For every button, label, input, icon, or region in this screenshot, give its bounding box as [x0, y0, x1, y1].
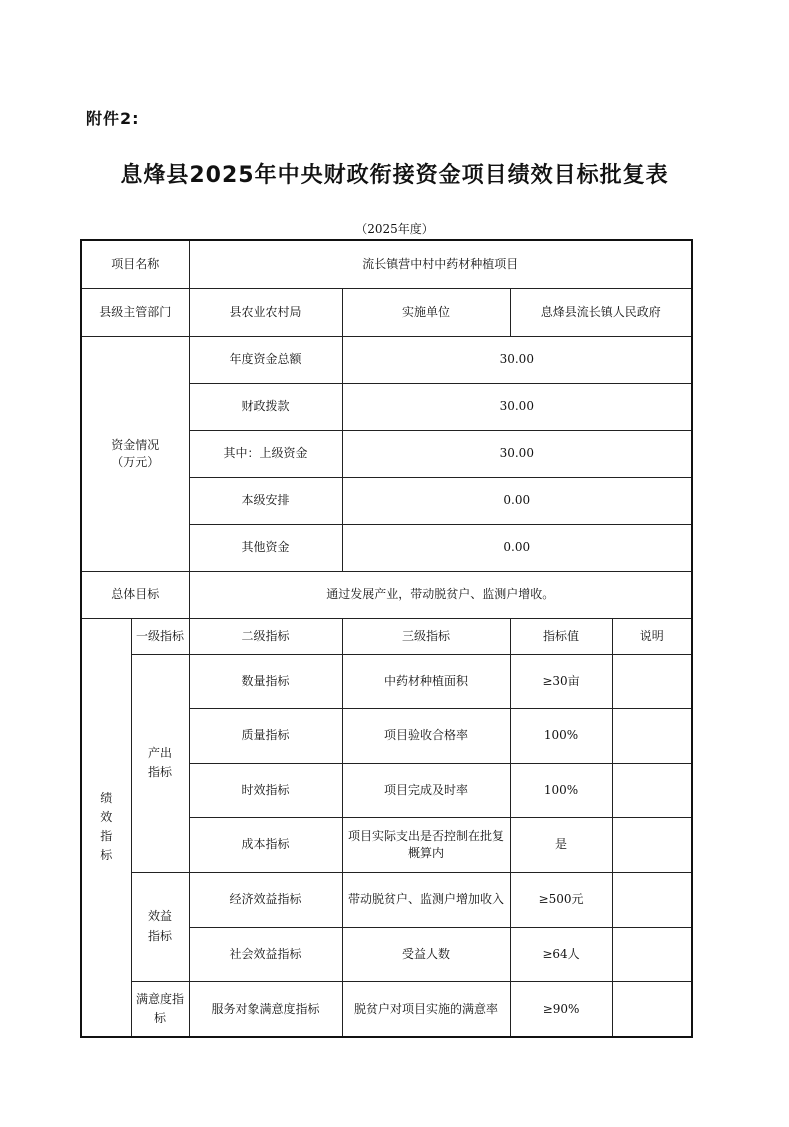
level2-cell: 服务对象满意度指标	[189, 981, 342, 1037]
level2-cell: 质量指标	[189, 708, 342, 763]
funds-label-line1: 资金情况	[111, 438, 160, 453]
year-label: （2025年度）	[355, 222, 434, 236]
value-cell: 100%	[510, 763, 612, 817]
project-name-value: 流长镇营中村中药材种植项目	[189, 240, 692, 288]
satisfaction-label-text: 满意度指标	[135, 991, 184, 1025]
value-cell: 是	[510, 817, 612, 872]
header-level3: 三级指标	[342, 618, 510, 654]
note-cell	[612, 927, 692, 981]
level2-cell: 数量指标	[189, 654, 342, 708]
funds-label	[81, 336, 189, 571]
benefit-label	[131, 872, 189, 981]
note-cell	[612, 817, 692, 872]
row-fund	[81, 336, 692, 383]
dept-value: 县农业农村局	[189, 288, 342, 336]
note-cell	[612, 872, 692, 927]
level3-cell: 项目验收合格率	[342, 708, 510, 763]
unit-value: 息烽县流长镇人民政府	[510, 288, 692, 336]
level2-cell: 成本指标	[189, 817, 342, 872]
page-title: 息烽县2025年中央财政衔接资金项目绩效目标批复表	[120, 163, 669, 188]
value-cell: ≥30亩	[510, 654, 612, 708]
fund-row-value: 0.00	[342, 524, 692, 571]
unit-label: 实施单位	[342, 288, 510, 336]
table-row	[81, 872, 692, 927]
satisfaction-label	[131, 981, 189, 1037]
row-indicator-header	[81, 618, 692, 654]
level3-cell: 项目完成及时率	[342, 763, 510, 817]
fund-row-value: 30.00	[342, 336, 692, 383]
note-cell	[612, 654, 692, 708]
benefit-label-text: 效益指标	[147, 909, 172, 943]
level3-cell: 项目实际支出是否控制在批复概算内	[342, 817, 510, 872]
level2-cell: 社会效益指标	[189, 927, 342, 981]
note-cell	[612, 981, 692, 1037]
fund-row-label: 本级安排	[189, 477, 342, 524]
fund-row-value: 30.00	[342, 430, 692, 477]
performance-table	[80, 239, 693, 1038]
dept-label: 县级主管部门	[81, 288, 189, 336]
level3-cell: 受益人数	[342, 927, 510, 981]
performance-label	[81, 618, 131, 1037]
level2-cell: 时效指标	[189, 763, 342, 817]
level2-cell: 经济效益指标	[189, 872, 342, 927]
header-note: 说明	[612, 618, 692, 654]
table-row	[81, 654, 692, 708]
header-level2: 二级指标	[189, 618, 342, 654]
goal-label: 总体目标	[81, 571, 189, 618]
fund-row-value: 30.00	[342, 383, 692, 430]
row-goal	[81, 571, 692, 618]
project-name-label: 项目名称	[81, 240, 189, 288]
attachment-label: 附件2:	[86, 109, 140, 128]
value-cell: 100%	[510, 708, 612, 763]
fund-row-label: 财政拨款	[189, 383, 342, 430]
level3-cell: 脱贫户对项目实施的满意率	[342, 981, 510, 1037]
note-cell	[612, 708, 692, 763]
level3-cell: 带动脱贫户、监测户增加收入	[342, 872, 510, 927]
fund-row-label: 其他资金	[189, 524, 342, 571]
header-level1: 一级指标	[131, 618, 189, 654]
table-row	[81, 981, 692, 1037]
row-department	[81, 288, 692, 336]
output-label	[131, 654, 189, 872]
value-cell: ≥64人	[510, 927, 612, 981]
goal-value: 通过发展产业，带动脱贫户、监测户增收。	[189, 571, 692, 618]
fund-row-value: 0.00	[342, 477, 692, 524]
header-value: 指标值	[510, 618, 612, 654]
note-cell	[612, 763, 692, 817]
level3-cell: 中药材种植面积	[342, 654, 510, 708]
value-cell: ≥500元	[510, 872, 612, 927]
value-cell: ≥90%	[510, 981, 612, 1037]
row-project-name	[81, 240, 692, 288]
fund-row-label: 年度资金总额	[189, 336, 342, 383]
output-label-text: 产出指标	[147, 745, 172, 779]
performance-label-text: 绩效指标	[100, 790, 113, 863]
fund-row-label: 其中：上级资金	[189, 430, 342, 477]
funds-label-line2: （万元）	[111, 454, 160, 469]
